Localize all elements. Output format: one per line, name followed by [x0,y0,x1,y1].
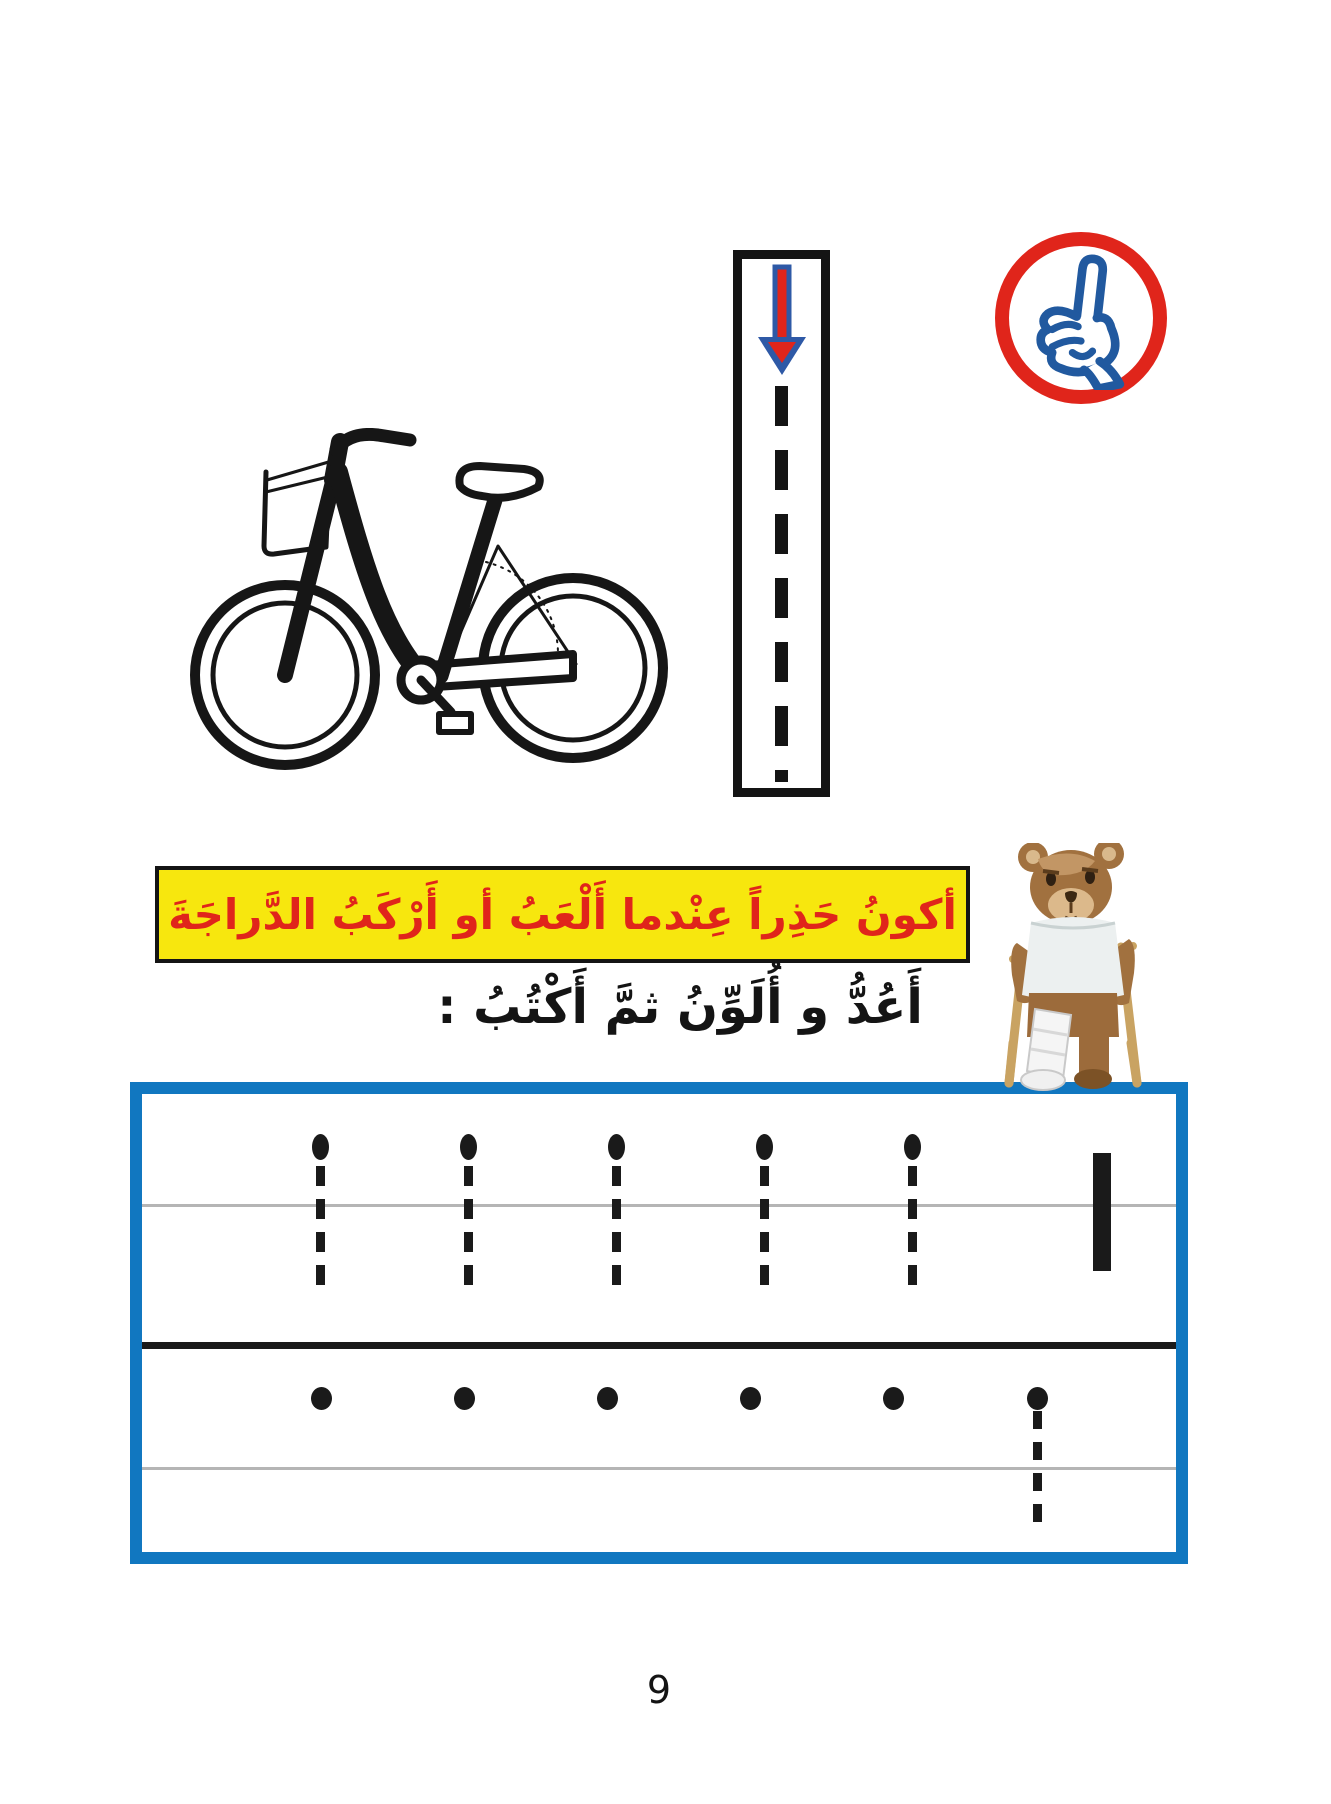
count-dot [883,1387,904,1410]
count-dot [311,1387,332,1410]
trace-target [312,1094,330,1342]
model-letter-alif [1093,1153,1111,1271]
count-dot [740,1387,761,1410]
dashed-stroke [1033,1411,1042,1523]
dashed-letter-stroke [775,386,788,782]
start-dot [608,1134,625,1160]
writing-baseline [142,1467,1176,1470]
top-row-targets [142,1094,1176,1342]
teddy-bear-illustration [983,843,1163,1093]
down-arrow-icon [756,263,808,378]
instruction-text: أَعُدُّ و أُلَوِّنُ ثمَّ أَكْتُبُ : [437,979,923,1035]
dashed-stroke [760,1166,769,1291]
count-dot [597,1387,618,1410]
dashed-stroke [908,1166,917,1291]
trace-target [460,1094,478,1342]
pointing-hand-icon [1009,246,1153,390]
bottom-row-targets [142,1349,1176,1552]
trace-target [756,1094,774,1342]
safety-banner [155,866,970,963]
writing-practice-box [130,1082,1188,1564]
attention-badge [995,232,1167,404]
writing-baseline [142,1204,1176,1207]
count-dot [454,1387,475,1410]
letter-tracing-guide [733,250,830,797]
dashed-stroke [612,1166,621,1291]
start-dot [460,1134,477,1160]
dashed-stroke [464,1166,473,1291]
safety-banner-text: أكونُ حَذِراً عِنْدما أَلْعَبُ أو أَرْكَبُ الدَّراجَةَ [168,890,957,939]
start-dot [312,1134,329,1160]
trace-target [608,1094,626,1342]
start-dot [904,1134,921,1160]
page-number: 9 [646,1668,672,1712]
dashed-stroke [316,1166,325,1291]
start-dot [756,1134,773,1160]
count-dot [1027,1387,1048,1410]
row-divider [142,1342,1176,1349]
bicycle-illustration [188,428,678,786]
trace-target [904,1094,922,1342]
